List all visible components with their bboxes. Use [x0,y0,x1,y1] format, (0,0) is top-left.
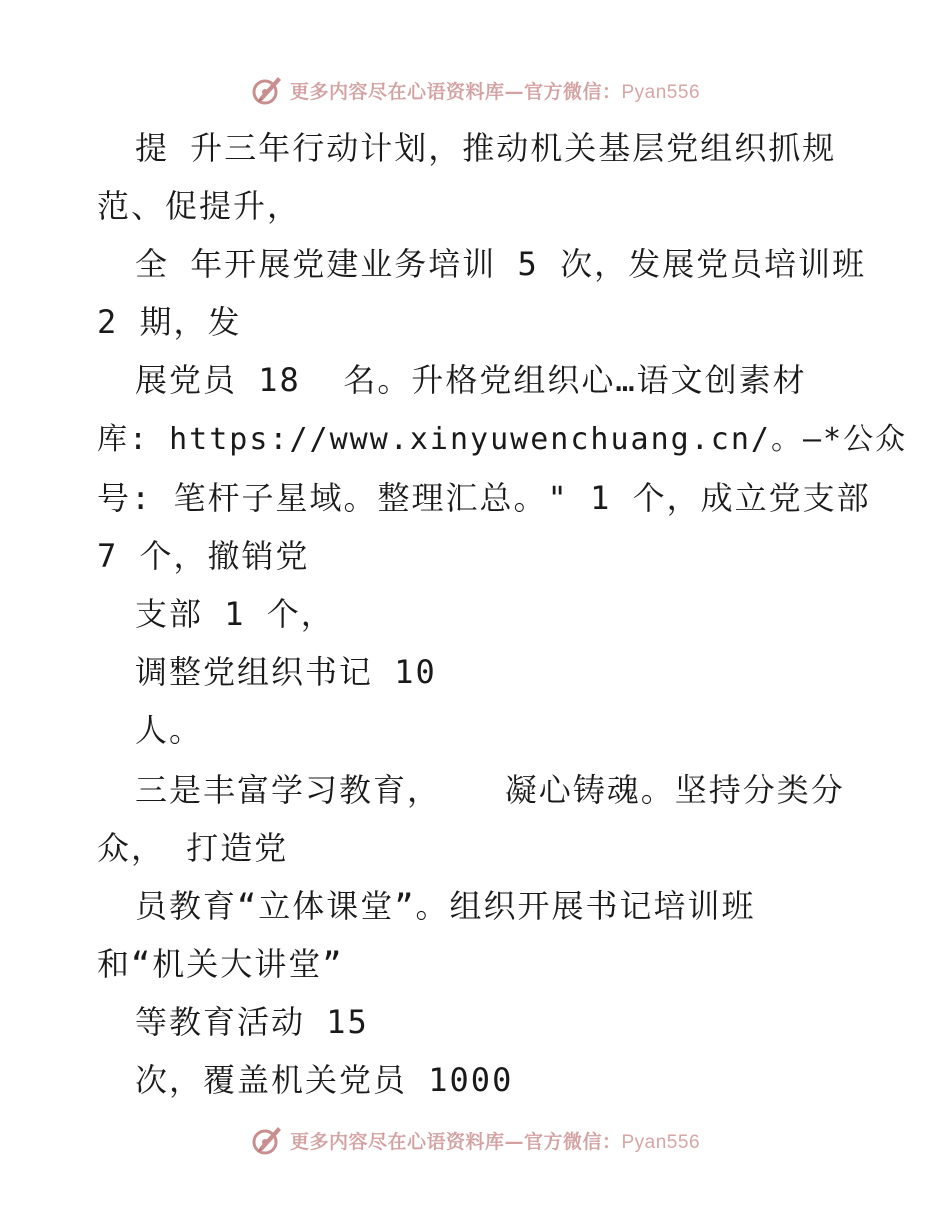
watermark-text: 更多内容尽在心语资料库—官方微信：Pyan556 [289,1130,701,1153]
header-watermark [0,70,950,110]
text-line: 全 年开展党建业务培训 5 次，发展党员培训班 [135,245,867,283]
text-line: 和“机关大讲堂” [97,945,344,983]
quill-pen-seal-icon [250,73,284,107]
text-line: 库: https://www.xinyuwenchuang.cn/。—*公众 [97,422,908,457]
text-line: 次，覆盖机关党员 1000 [135,1061,514,1099]
text-line: 范、促提升， [97,187,302,225]
text-line: 支部 1 个， [135,595,335,633]
watermark-text: 更多内容尽在心语资料库—官方微信：Pyan556 [289,80,701,103]
quill-pen-seal-icon [250,1123,284,1157]
text-line: 等教育活动 15 [135,1003,369,1041]
text-line: 提 升三年行动计划，推动机关基层党组织抓规 [135,129,837,167]
text-line: 调整党组织书记 10 [135,653,437,691]
text-line: 号: 笔杆子星域。整理汇总。" 1 个，成立党支部 [97,479,871,517]
text-line: 三是丰富学习教育， 凝心铸魂。坚持分类分 [135,771,845,809]
text-line: 人。 [135,711,204,749]
footer-watermark [0,1120,950,1160]
text-line: 众， 打造党 [97,829,289,867]
text-line: 员教育“立体课堂”。组织开展书记培训班 [135,887,756,925]
text-line: 7 个，撤销党 [97,537,310,575]
text-line: 展党员 18 名。升格党组织心…语文创素材 [135,361,807,399]
text-line: 2 期，发 [97,303,242,341]
